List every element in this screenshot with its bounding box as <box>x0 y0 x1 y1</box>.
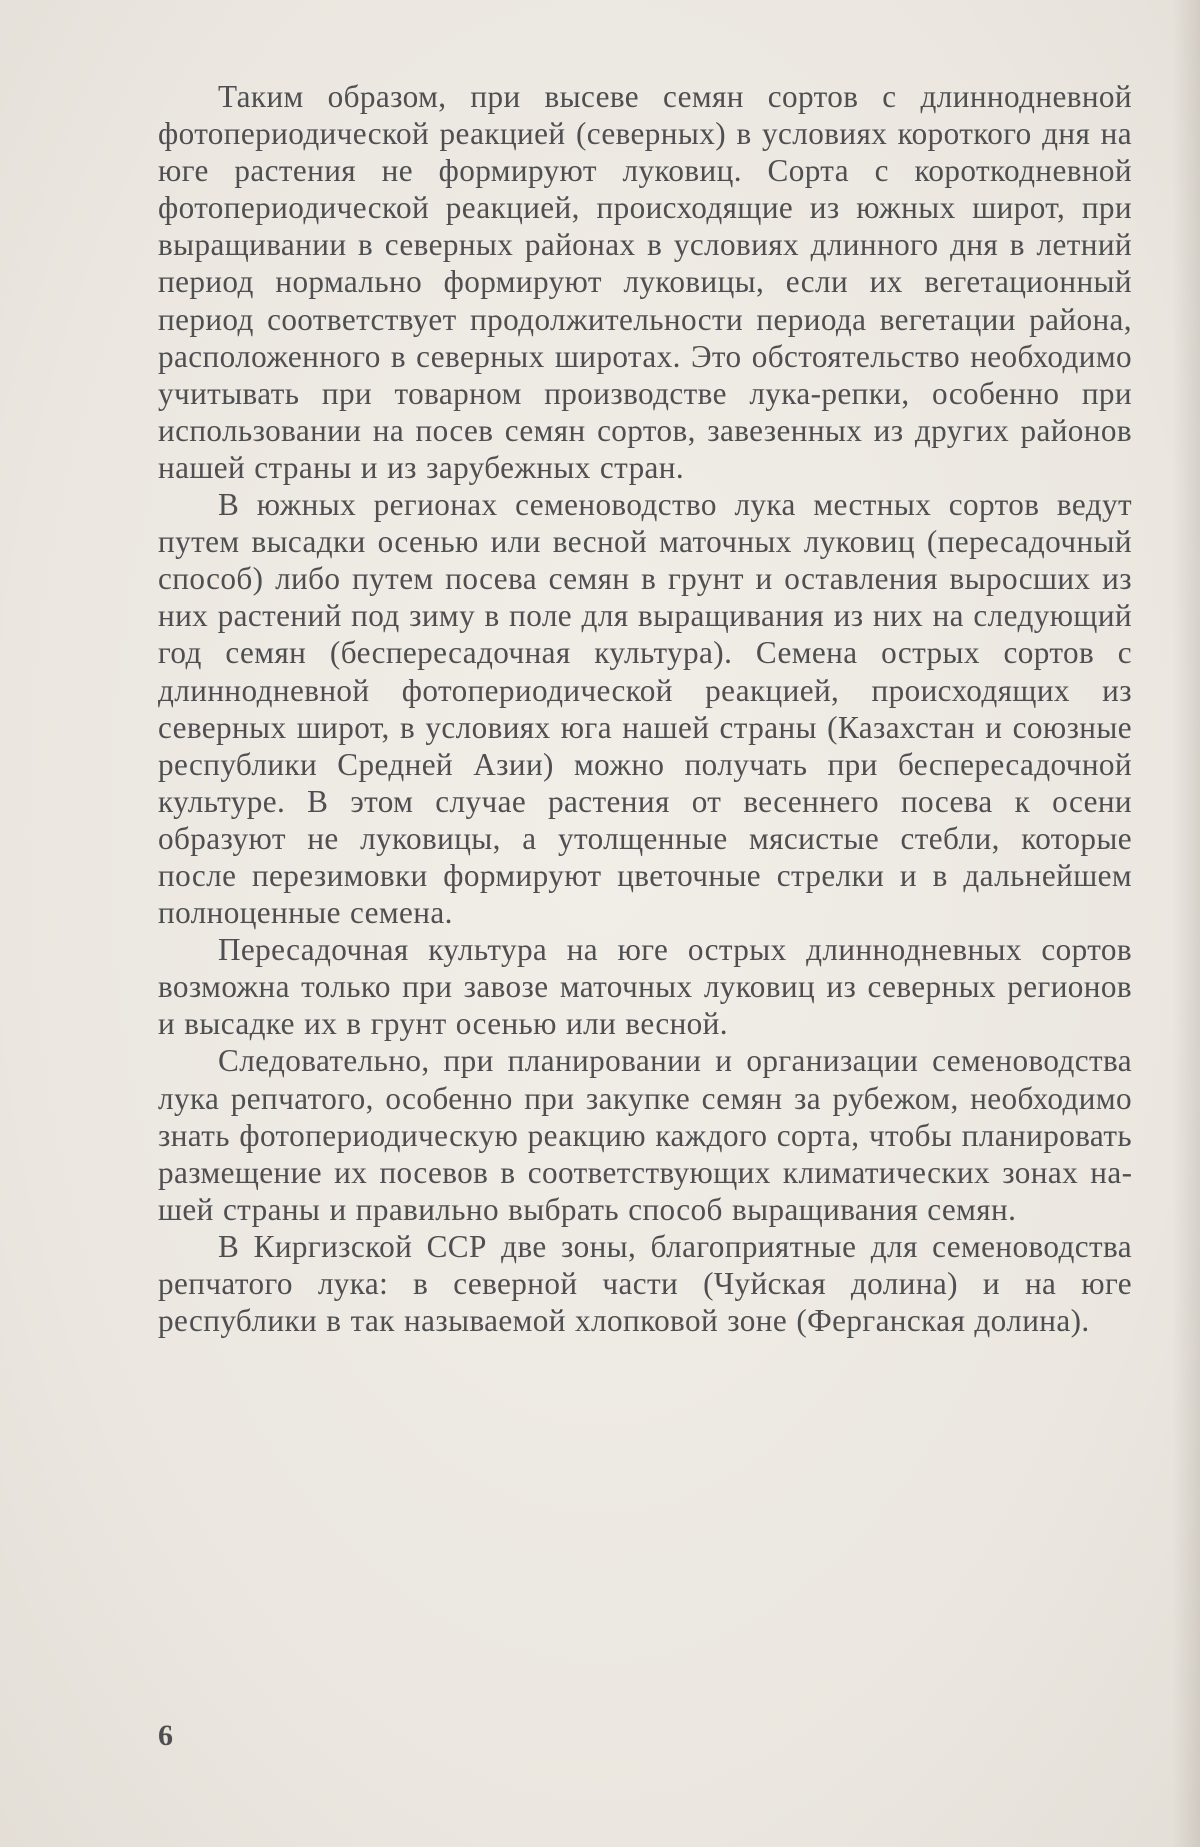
paragraph-3: Пересадочная культура на юге острых длиннодневных сортов возможна только при завозе маточных луковиц из северных регионов и высадке их в грунт осенью или весной. <box>158 932 1132 1042</box>
paragraph-4: Следовательно, при планировании и организации семеноводства лука репчатого, особенно при закупке семян за рубежом, необходимо знать фотопериодическую реакцию каждого сорта, чтобы планировать размещение их посевов в соответствующих климатических зонах нашей страны и правильно выбрать способ выращивания семян. <box>158 1043 1132 1227</box>
paragraph-1: Таким образом, при высеве семян сортов с длиннодневной фотопериодической реакцией (северных) в условиях короткого дня на юге растения не формируют луковиц. Сорта с короткодневной фотопериодической реакцией, происходящие из южных широт, при выращивании в северных районах в условиях длинного дня в летний период нормально формируют луковицы, если их вегетационный период соответствует продолжительности периода вегетации района, расположенного в северных широтах. Это обстоятельство необходимо учитывать при товарном производстве лука-репки, особенно при использовании на посев семян сортов, завезенных из других районов нашей страны и из зарубежных стран. <box>158 79 1132 485</box>
page-edge-shadow <box>1172 0 1200 1847</box>
paragraph-2: В южных регионах семеноводство лука местных сортов ведут путем высадки осенью или весной маточных луковиц (пересадочный способ) либо путем посева семян в грунт и оставления выросших из них растений под зиму в поле для выращивания из них на следующий год семян (беспересадочная культура). Семена острых сортов с длиннодневной фотопериодической реакцией, происходящих из северных широт, в условиях юга нашей страны (Казахстан и союзные республики Средней Азии) можно получать при беспересадочной культуре. В этом случае растения от весеннего посева к осени образуют не луковицы, а утолщенные мясистые стебли, которые после перезимовки формируют цветочные стрелки и в дальнейшем полноценные семена. <box>158 487 1132 931</box>
page-number: 6 <box>158 1719 173 1752</box>
paragraph-5: В Киргизской ССР две зоны, благоприятные для семеноводства репчатого лука: в северной части (Чуйская долина) и на юге республики в так называемой хлопковой зоне (Ферганская долина). <box>158 1228 1132 1339</box>
body-text <box>158 78 1132 1339</box>
